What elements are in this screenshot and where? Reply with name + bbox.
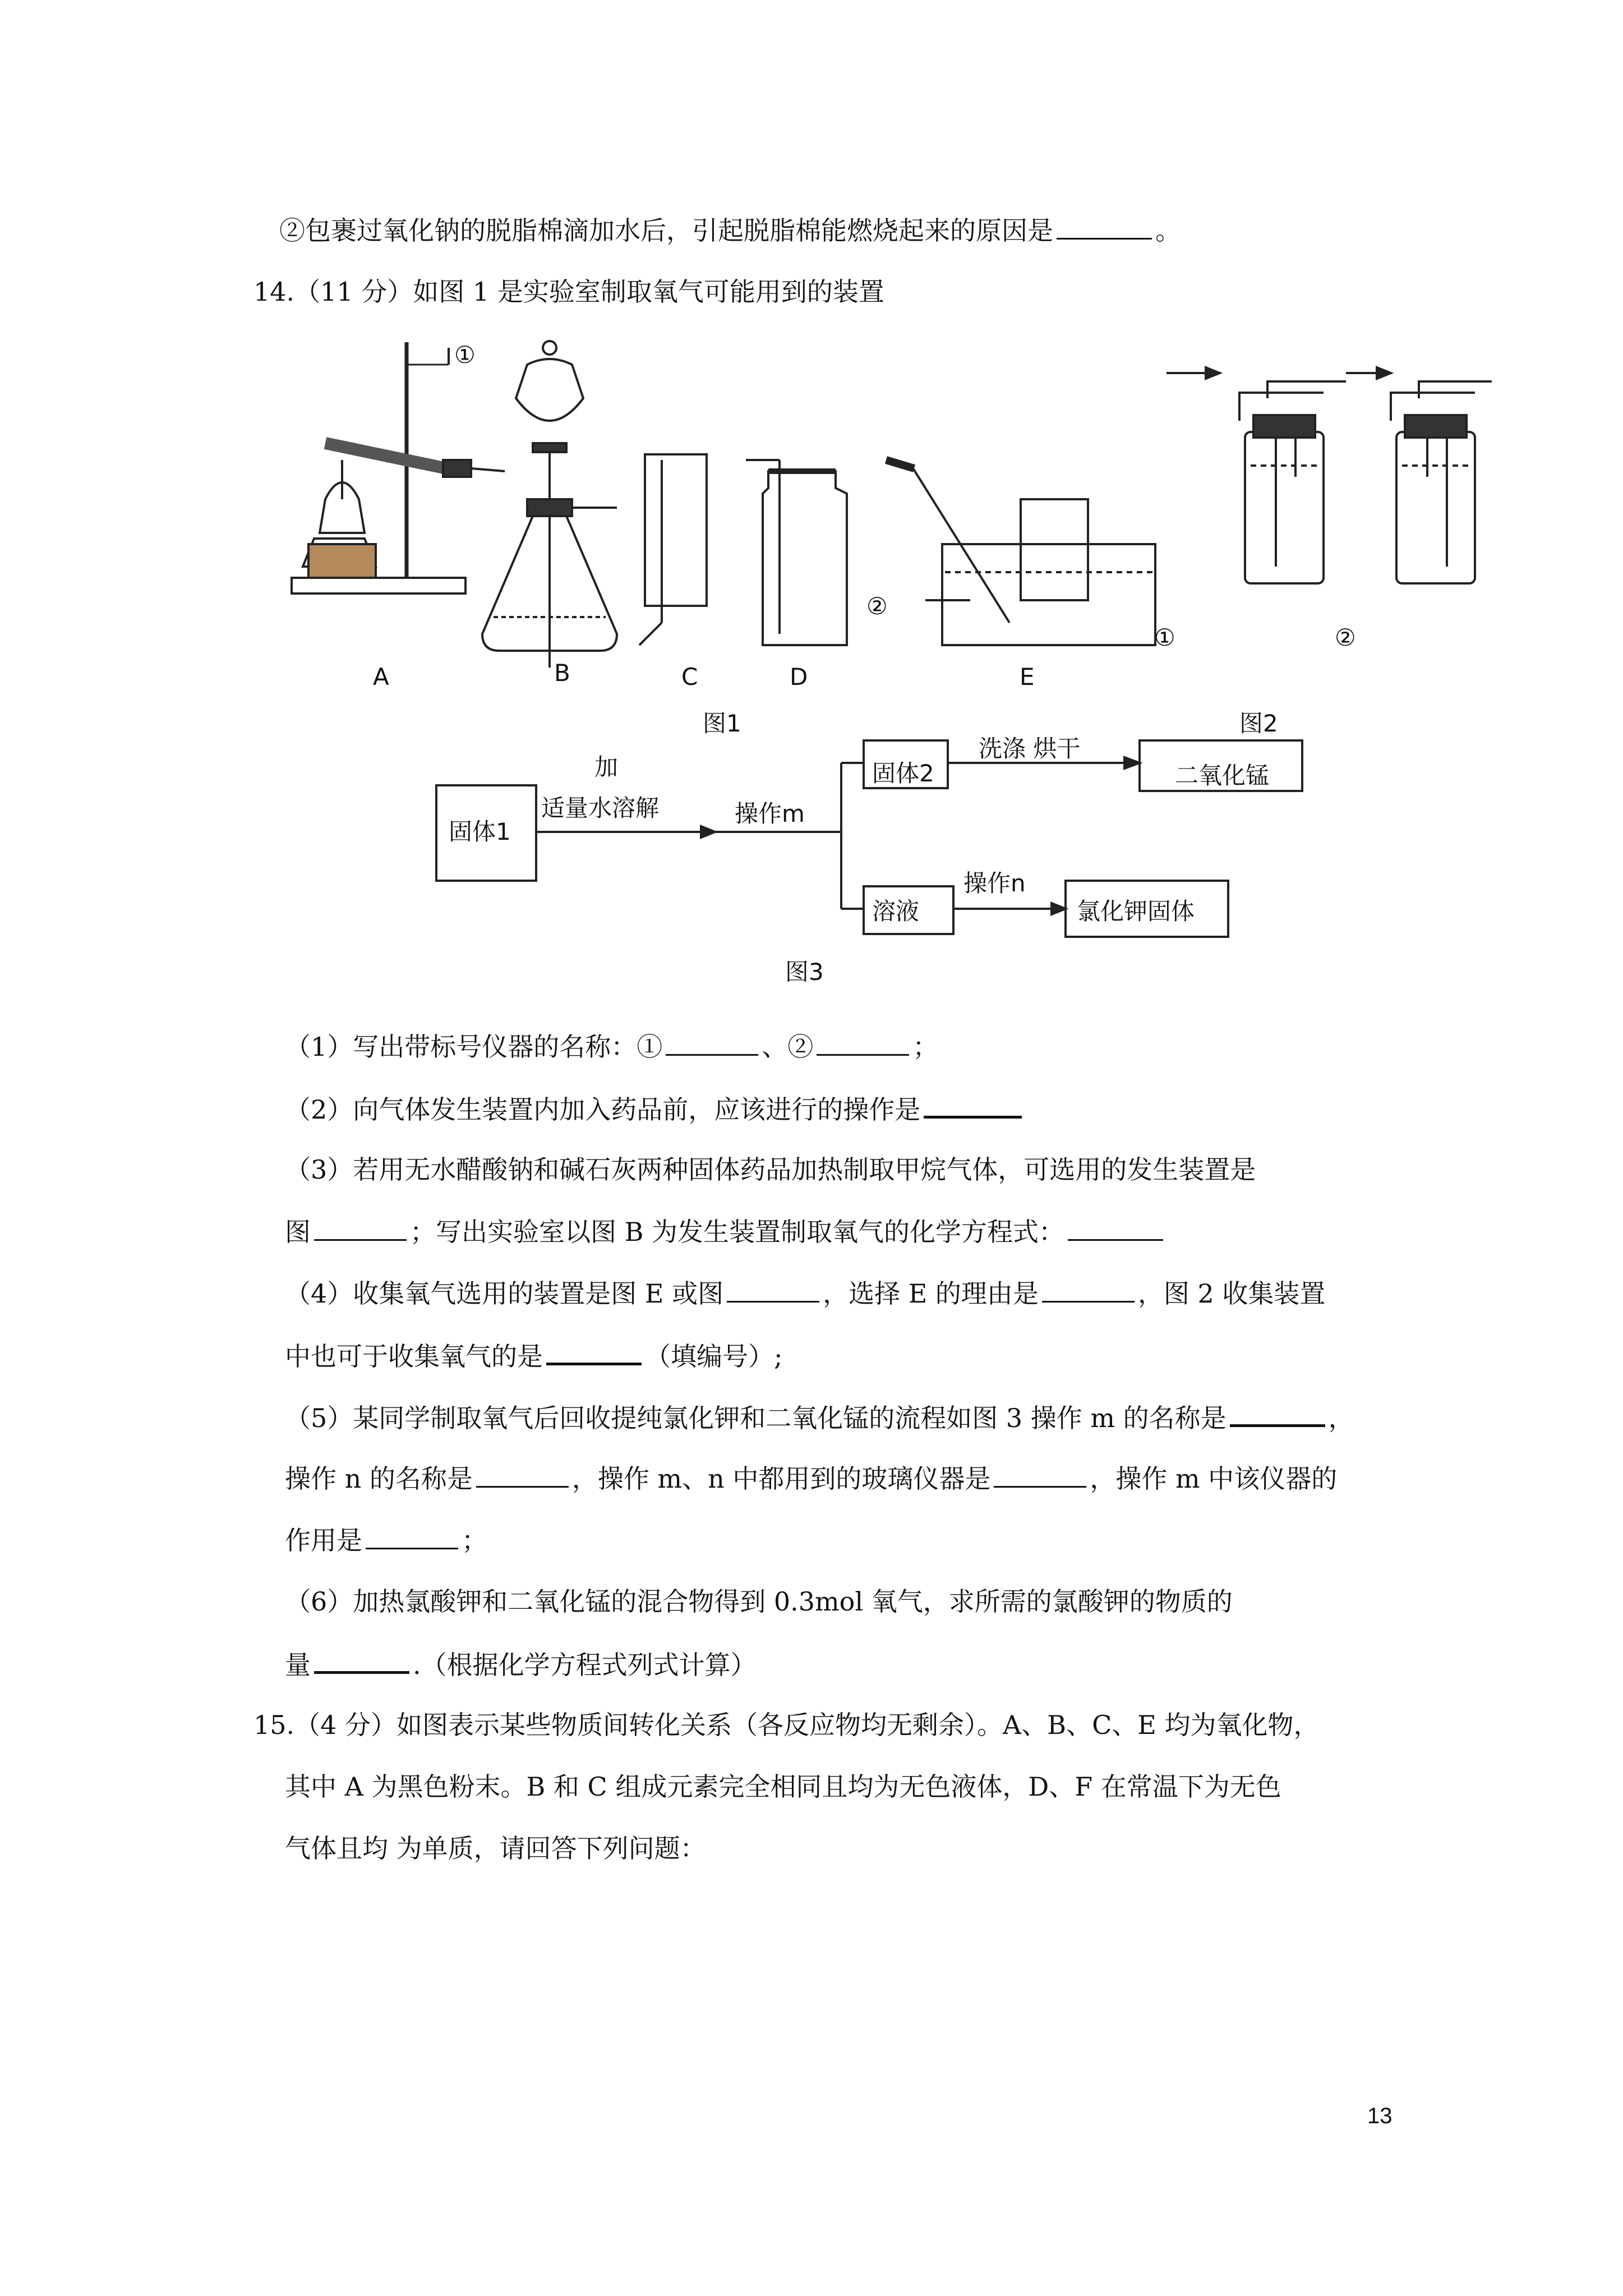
q13-end: 。 <box>1155 215 1181 246</box>
answer-blank[interactable] <box>314 1214 407 1241</box>
label-op-n: 操作n <box>963 869 1026 897</box>
text: （填编号）; <box>645 1341 783 1372</box>
text: 操作 n 的名称是 <box>285 1464 473 1494</box>
q14-part4-line2 <box>285 1338 783 1373</box>
box-solution: 溶液 <box>872 898 920 925</box>
q15-line3: 气体且均 为单质，请回答下列问题： <box>285 1833 706 1864</box>
q14-part5-line1 <box>285 1400 1354 1435</box>
label-op-m: 操作m <box>735 800 805 827</box>
apparatus-figure <box>280 331 1497 735</box>
q15-line1: 15.（4 分）如图表示某些物质间转化关系（各反应物均无剩余）。A、B、C、E 均为氧化物， <box>253 1710 1320 1740</box>
box-solid2: 固体2 <box>872 760 934 787</box>
text: （5）某同学制取氧气后回收提纯氯化钾和二氧化锰的流程如图 3 操作 m 的名称是 <box>285 1403 1227 1433</box>
text: 作用是 <box>285 1525 362 1556</box>
text: ； <box>462 1525 487 1556</box>
page-number: 13 <box>1367 2104 1393 2128</box>
text: ，操作 m 中该仪器的 <box>1090 1464 1338 1494</box>
text: .（根据化学方程式列式计算） <box>413 1650 757 1680</box>
marker-2: ② <box>866 592 888 620</box>
q14-part2 <box>285 1091 1025 1126</box>
q14-part6-line2 <box>285 1646 757 1682</box>
answer-blank[interactable] <box>1230 1400 1325 1427</box>
label-c: C <box>681 663 698 691</box>
q14-part1 <box>285 1029 938 1064</box>
text: ，图 2 收集装置 <box>1137 1278 1326 1309</box>
bottle-2-label: ② <box>1335 624 1356 651</box>
label-add: 加 <box>594 753 619 781</box>
label-wash-dry: 洗涤 烘干 <box>979 735 1081 762</box>
text: 中也可于收集氧气的是 <box>285 1341 543 1372</box>
q14-part5-line3 <box>285 1523 487 1557</box>
q14-heading: 14.（11 分）如图 1 是实验室制取氧气可能用到的装置 <box>253 277 884 307</box>
answer-blank[interactable] <box>546 1338 642 1365</box>
q13-text: ②包裹过氧化钠的脱脂棉滴加水后，引起脱脂棉能燃烧起来的原因是 <box>279 215 1053 246</box>
q14-part3-line2 <box>285 1214 1166 1249</box>
q14-part3-line1: （3）若用无水醋酸钠和碱石灰两种固体药品加热制取甲烷气体，可选用的发生装置是 <box>285 1154 1256 1185</box>
q15-line2: 其中 A 为黑色粉末。B 和 C 组成元素完全相同且均为无色液体，D、F 在常温下为无色 <box>285 1772 1281 1802</box>
text: ，选择 E 的理由是 <box>823 1278 1039 1309</box>
text: 图 <box>285 1217 311 1247</box>
answer-blank[interactable] <box>1068 1214 1163 1241</box>
answer-blank[interactable] <box>1042 1276 1135 1303</box>
caption-fig3: 图3 <box>785 958 824 986</box>
label-e: E <box>1020 663 1035 691</box>
box-kcl: 氯化钾固体 <box>1077 898 1195 925</box>
box-mno2: 二氧化锰 <box>1175 762 1270 789</box>
q14-part4-line1 <box>285 1276 1325 1310</box>
marker-1: ① <box>454 341 476 369</box>
text: ； <box>912 1032 939 1062</box>
answer-blank[interactable] <box>1057 213 1152 240</box>
box-solid1: 固体1 <box>449 818 511 845</box>
caption-fig2: 图2 <box>1239 710 1278 737</box>
answer-blank[interactable] <box>476 1461 569 1488</box>
text: ；写出实验室以图 B 为发生装置制取氧气的化学方程式： <box>410 1217 1065 1247</box>
caption-fig1: 图1 <box>703 710 741 737</box>
answer-blank[interactable] <box>994 1461 1086 1488</box>
answer-blank[interactable] <box>314 1646 409 1674</box>
text: 、② <box>762 1032 814 1062</box>
q14-part5-line2 <box>285 1461 1337 1496</box>
answer-blank[interactable] <box>817 1029 909 1056</box>
text: （1）写出带标号仪器的名称：① <box>285 1032 663 1062</box>
label-dissolve: 适量水溶解 <box>541 794 660 822</box>
stand-base <box>292 578 465 593</box>
answer-blank[interactable] <box>366 1523 458 1549</box>
bottle-1-label: ① <box>1154 624 1175 651</box>
q13-line-2 <box>279 213 1181 247</box>
text: ，操作 m、n 中都用到的玻璃仪器是 <box>571 1464 991 1494</box>
answer-blank[interactable] <box>727 1276 819 1303</box>
answer-blank[interactable] <box>924 1091 1022 1119</box>
label-d: D <box>790 663 808 691</box>
label-a: A <box>373 663 389 691</box>
text: （2）向气体发生装置内加入药品前，应该进行的操作是 <box>285 1094 921 1125</box>
answer-blank[interactable] <box>666 1029 758 1056</box>
text: ， <box>1328 1403 1354 1433</box>
text: 量 <box>285 1650 311 1680</box>
q14-part6-line1: （6）加热氯酸钾和二氧化锰的混合物得到 0.3mol 氧气，求所需的氯酸钾的物质的 <box>285 1586 1233 1617</box>
label-b: B <box>554 659 570 687</box>
text: （4）收集氧气选用的装置是图 E 或图 <box>285 1278 724 1309</box>
